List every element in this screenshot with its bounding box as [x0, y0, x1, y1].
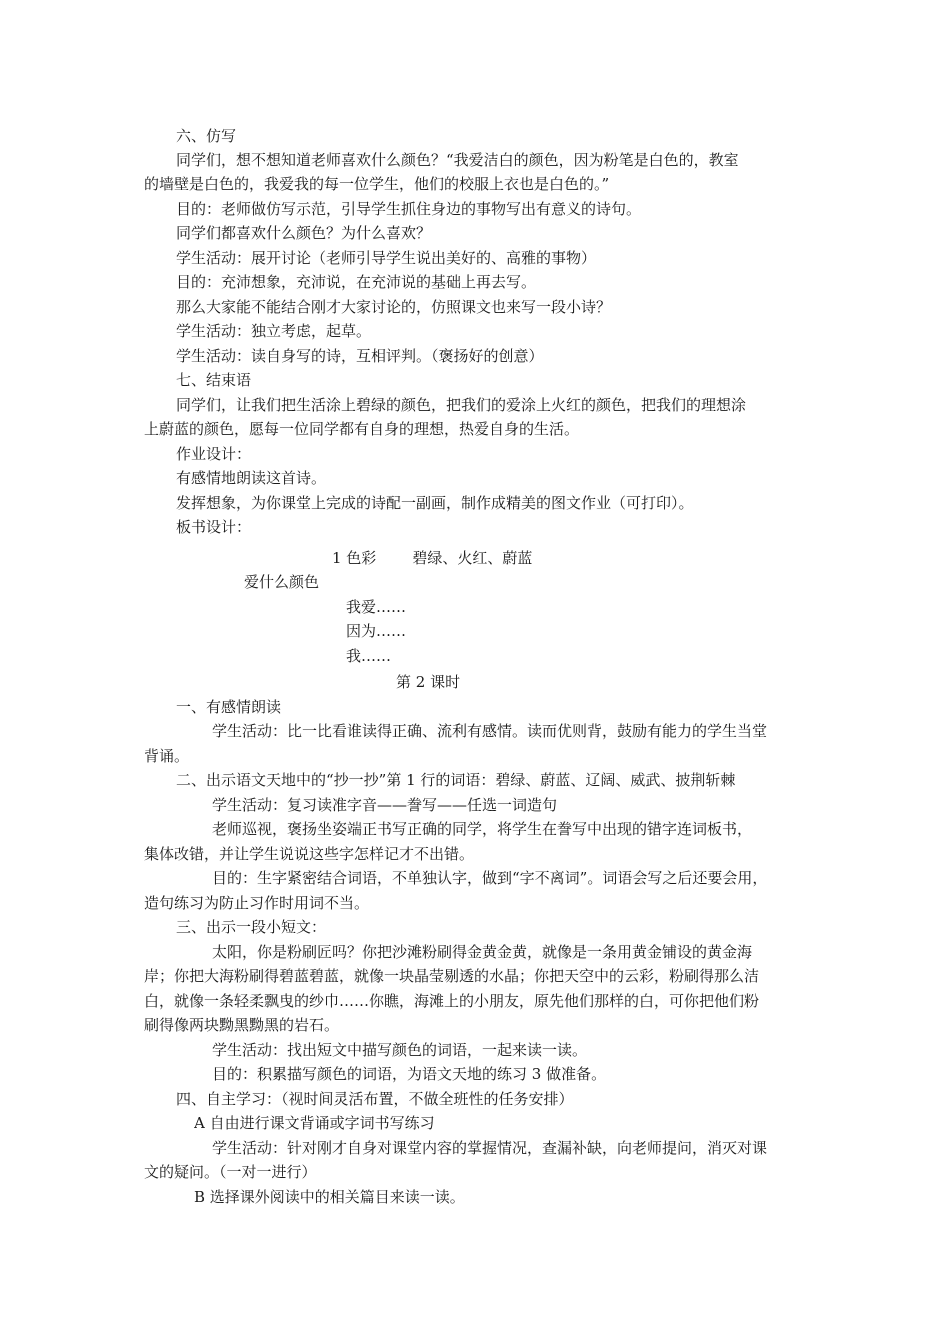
text-line: 学生活动：比一比看谁读得正确、流利有感情。读而优则背，鼓励有能力的学生当堂: [212, 722, 768, 740]
board-design-title-row: [332, 546, 816, 570]
heading-emotional-reading: 一、有感情朗读: [176, 698, 282, 716]
text-line: 发挥想象，为你课堂上完成的诗配一副画，制作成精美的图文作业（可打印）。: [176, 494, 694, 512]
text-line: 文的疑问。（一对一进行）: [144, 1163, 317, 1181]
text-line: 背诵。: [144, 747, 190, 765]
text-line: 白，就像一条轻柔飘曳的纱巾……你瞧，海滩上的小朋友，原先他们那样的白，可你把他们粉: [144, 992, 760, 1010]
text-line: 同学们都喜欢什么颜色？为什么喜欢？: [176, 224, 432, 242]
text-line: 太阳，你是粉刷匠吗？你把沙滩粉刷得金黄金黄，就像是一条用黄金铺设的黄金海: [212, 943, 753, 961]
heading-closing-remarks: 七、结束语: [176, 371, 252, 389]
heading-imitation-writing: 六、仿写: [176, 127, 237, 145]
text-line: B 选择课外阅读中的相关篇目来读一读。: [194, 1188, 465, 1206]
board-design-line: 因为……: [346, 622, 407, 640]
text-line: 学生活动：找出短文中描写颜色的词语，一起来读一读。: [212, 1041, 588, 1059]
text-line: 造句练习为防止习作时用词不当。: [144, 894, 370, 912]
board-design-line: 我爱……: [346, 598, 407, 616]
text-line: 作业设计：: [176, 445, 252, 463]
lesson-2-title: 第 2 课时: [396, 673, 461, 691]
text-line: 学生活动：针对刚才自身对课堂内容的掌握情况，查漏补缺，向老师提问，消灭对课: [212, 1139, 768, 1157]
board-design-line: 我……: [346, 647, 392, 665]
text-line: 有感情地朗读这首诗。: [176, 469, 327, 487]
text-line: 目的：充沛想象，充沛说，在充沛说的基础上再去写。: [176, 273, 537, 291]
board-design-colors: 碧绿、火红、蔚蓝: [412, 549, 533, 567]
text-line: 老师巡视，褒扬坐姿端正书写正确的同学，将学生在誊写中出现的错字连词板书，: [212, 820, 753, 838]
heading-copy-words: 二、出示语文天地中的“抄一抄”第 1 行的词语：碧绿、蔚蓝、辽阔、威武、披荆斩棘: [176, 771, 736, 789]
text-line: 学生活动：展开讨论（老师引导学生说出美好的、高雅的事物）: [176, 249, 597, 267]
text-line: 同学们，想不想知道老师喜欢什么颜色？“我爱洁白的颜色，因为粉笔是白色的，教室: [176, 151, 739, 169]
text-line: 的墙壁是白色的，我爱我的每一位学生，他们的校服上衣也是白色的。”: [144, 175, 610, 193]
text-line: 同学们，让我们把生活涂上碧绿的颜色，把我们的爱涂上火红的颜色，把我们的理想涂: [176, 396, 747, 414]
text-line: 那么大家能不能结合刚才大家讨论的，仿照课文也来写一段小诗？: [176, 298, 612, 316]
text-line: 上蔚蓝的颜色，愿每一位同学都有自身的理想，热爱自身的生活。: [144, 420, 580, 438]
board-design-question: 爱什么颜色: [244, 573, 320, 591]
heading-short-essay: 三、出示一段小短文：: [176, 918, 327, 936]
text-line: 学生活动：复习读准字音——誊写——任选一词造句: [212, 796, 558, 814]
text-line: 刷得像两块黝黑黝黑的岩石。: [144, 1016, 340, 1034]
text-line: 目的：老师做仿写示范，引导学生抓住身边的事物写出有意义的诗句。: [176, 200, 642, 218]
text-line: 板书设计：: [176, 518, 252, 536]
text-line: 目的：生字紧密结合词语，不单独认字，做到“字不离词”。词语会写之后还要会用，: [212, 869, 768, 887]
text-line: 岸；你把大海粉刷得碧蓝碧蓝，就像一块晶莹剔透的水晶；你把天空中的云彩，粉刷得那么洁: [144, 967, 760, 985]
text-line: 集体改错，并让学生说说这些字怎样记才不出错。: [144, 845, 475, 863]
text-line: 学生活动：独立考虑，起草。: [176, 322, 372, 340]
board-design-title: 1 色彩: [332, 549, 377, 567]
text-line: 学生活动：读自身写的诗，互相评判。（褒扬好的创意）: [176, 347, 544, 365]
heading-self-study: 四、自主学习：（视时间灵活布置，不做全班性的任务安排）: [176, 1090, 574, 1108]
text-line: A 自由进行课文背诵或字词书写练习: [194, 1114, 435, 1132]
text-line: 目的：积累描写颜色的词语，为语文天地的练习 3 做准备。: [212, 1065, 607, 1083]
